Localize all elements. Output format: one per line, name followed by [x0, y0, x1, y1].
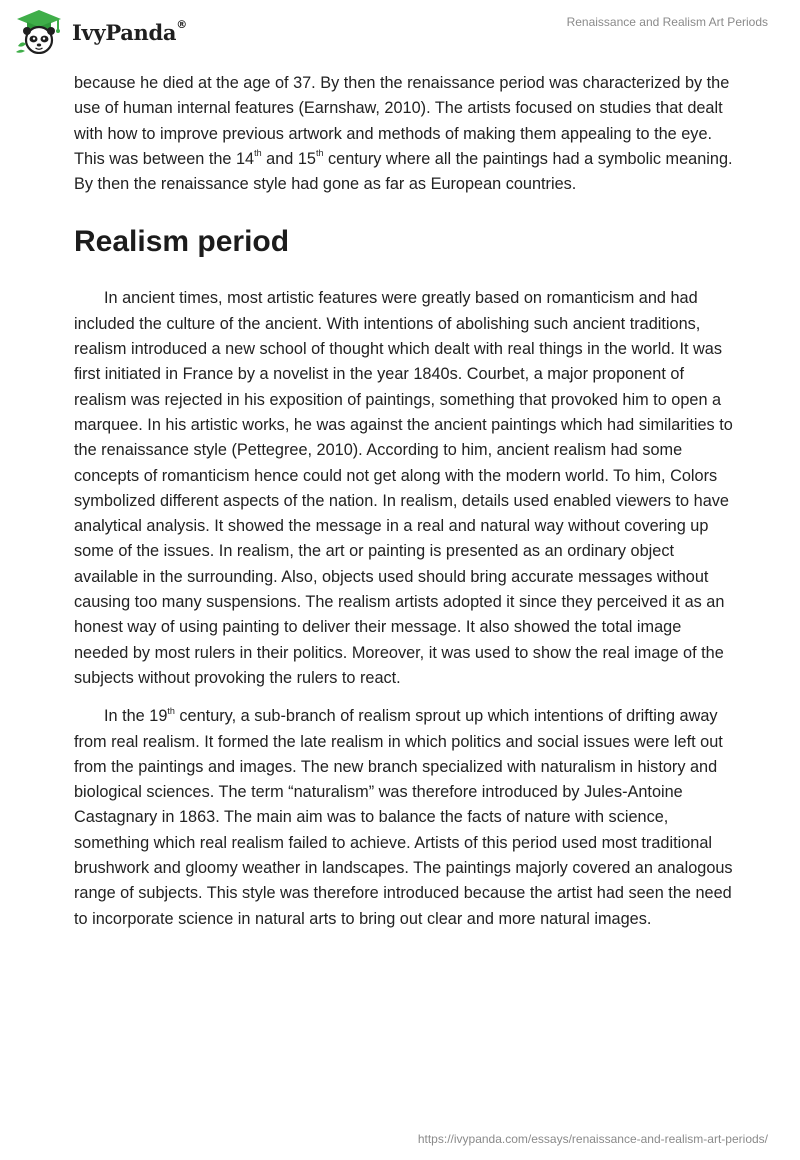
paragraph-text: and 15: [261, 149, 316, 168]
paragraph-continued: [74, 71, 734, 197]
paragraph-realism-intro: In ancient times, most artistic features were greatly based on romanticism and had included the culture of the ancient. With intentions of abolishing such ancient traditions, realism introduced a new school of thought which dealt with real things in the world. It was first initiated in France by a novelist in the year 1840s. Courbet, a major proponent of realism was rejected in his exposition of paintings, something that provoked him to open a marquee. In his artistic works, he was against the ancient paintings which had similarities to the renaissance style (Pettegree, 2010). According to him, ancient realism had some concepts of romanticism hence could not get along with the modern world. To him, Colors symbolized different aspects of the nation. In realism, details used enabled viewers to have analytical analysis. It showed the message in a real and natural way without covering up some of the issues. In realism, the art or painting is presented as an ordinary object available in the surrounding. Also, objects used should bring accurate messages without causing too many suspensions. The realism artists adopted it since they perceived it as an honest way of using painting to deliver their message. It also showed the total image needed by most rulers in their politics. Moreover, it was used to show the real image of the subjects without provoking the rulers to react.: [74, 289, 733, 687]
source-url[interactable]: https://ivypanda.com/essays/renaissance-and-realism-art-periods/: [417, 1132, 768, 1146]
panda-logo-icon: [14, 8, 64, 54]
brand-logo[interactable]: [14, 8, 187, 54]
brand-name-text: IvyPanda: [72, 19, 177, 45]
ordinal-suffix: th: [167, 705, 175, 716]
section-heading: Realism period: [74, 225, 290, 259]
page-header: [0, 0, 800, 62]
brand-name: [72, 17, 187, 45]
essay-content: [74, 71, 734, 932]
registered-mark: ®: [176, 17, 187, 31]
paragraph-text: In the 19: [104, 707, 168, 726]
paragraph-text: century where all the paintings had a symbolic meaning. By then the renaissance style had gone as far as European countries.: [74, 149, 733, 194]
document-title: Renaissance and Realism Art Periods: [566, 15, 768, 29]
paragraph-text: because he died at the age of 37. By then the renaissance period was characterized by the use of human internal features (Earnshaw, 2010). The artists focused on studies that dealt with how to improve previous artwork and methods of making them appealing to the eye. This was between the 14: [74, 74, 730, 168]
ordinal-suffix: th: [254, 148, 262, 159]
paragraph-late-realism: [74, 704, 734, 932]
paragraph-text: century, a sub-branch of realism sprout up which intentions of drifting away from real realism. It formed the late realism in which politics and social issues were left out from the paintings and images. The new branch specialized with naturalism in history and biological sciences. The term “naturalism” was therefore introduced by Jules-Antoine Castagnary in 1863. The main aim was to balance the facts of nature with science, something which real realism failed to achieve. Artists of this period used most traditional brushwork and gloomy weather in landscapes. The paintings majorly covered an analogous range of subjects. This style was therefore introduced because the artist had seen the need to incorporate science in natural arts to bring out clear and more natural images.: [74, 707, 733, 928]
ordinal-suffix: th: [315, 148, 324, 159]
